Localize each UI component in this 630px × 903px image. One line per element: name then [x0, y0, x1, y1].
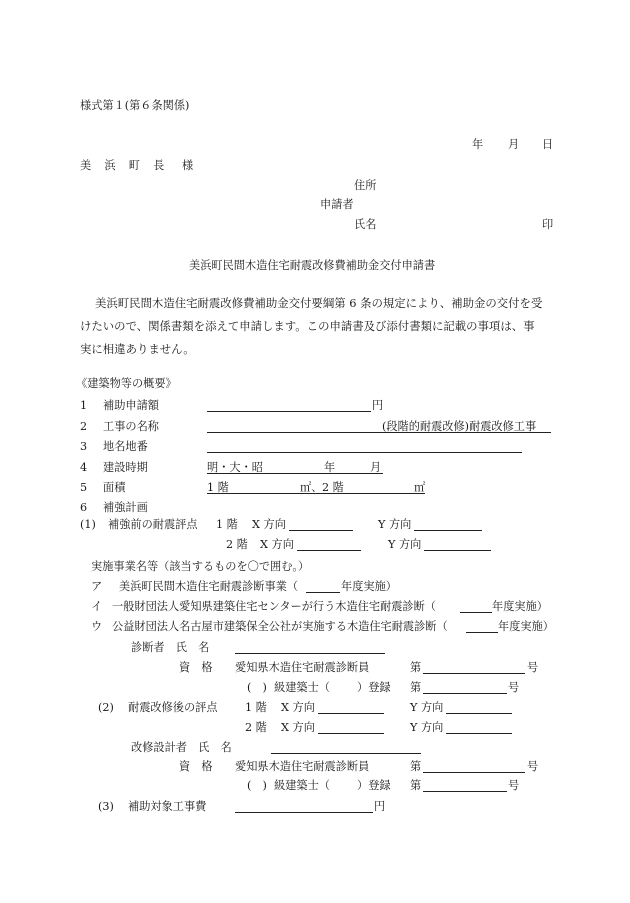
pre-floor-2-y-field[interactable] — [424, 550, 491, 551]
project-c-mark: ウ — [91, 620, 103, 633]
diagnostician-class-close: ）登録 — [357, 681, 391, 694]
diagnostician-name-label: 診断者 氏 名 — [131, 641, 210, 654]
year-label: 年 — [324, 461, 336, 474]
form-number: 様式第１(第６条関係) — [80, 99, 190, 112]
pre-floor-1-label: 1 階 — [216, 518, 238, 531]
item-4-number: 4 — [80, 461, 88, 474]
pre-floor-2-y-label: Y 方向 — [388, 538, 422, 551]
pre-floor-1-x-label: X 方向 — [252, 518, 286, 531]
floor-2-label: 2 階 — [322, 481, 344, 494]
project-a-close: 年度実施） — [341, 580, 397, 593]
post-floor-1-x-label: X 方向 — [281, 701, 315, 714]
post-floor-1-y-label: Y 方向 — [410, 701, 444, 714]
subsidy-work-cost-field[interactable] — [235, 812, 373, 813]
diagnostician-class-mid: 級建築士（ — [274, 681, 330, 694]
item-2-number: 2 — [80, 420, 88, 433]
post-floor-2-label: 2 階 — [245, 721, 267, 734]
body-line-3: 実に相違ありません。 — [80, 342, 195, 356]
pre-score-number: (1) — [80, 518, 96, 531]
name-label: 氏名 — [354, 218, 377, 231]
item-2-label: 工事の名称 — [103, 420, 159, 433]
body-line-2: けたいので、関係書類を添えて申請します。この申請書及び添付書類に記載の事項は、事 — [80, 319, 535, 333]
post-floor-2-y-field[interactable] — [446, 733, 512, 734]
designer-reg-no-1-field[interactable] — [423, 772, 525, 773]
cost-number: (3) — [98, 800, 114, 813]
item-2-suffix: (段階的耐震改修)耐震改修工事 — [382, 420, 537, 433]
project-c-year-field[interactable] — [466, 632, 498, 633]
post-floor-1-label: 1 階 — [245, 701, 267, 714]
lot-number-field[interactable] — [207, 452, 522, 453]
designer-qual-label: 資 格 — [179, 760, 213, 773]
address-label: 住所 — [354, 179, 377, 192]
pre-floor-2-label: 2 階 — [226, 538, 248, 551]
project-a-year-field[interactable] — [306, 592, 340, 593]
applicant-label: 申請者 — [320, 198, 354, 211]
post-floor-2-y-label: Y 方向 — [410, 721, 444, 734]
area-unit-1: ㎡、 — [300, 481, 323, 494]
designer-no-prefix-2: 第 — [410, 779, 422, 792]
diagnostician-no-suffix-1: 号 — [527, 661, 539, 674]
designer-no-suffix-1: 号 — [527, 760, 539, 773]
diagnostician-no-prefix-2: 第 — [410, 681, 422, 694]
designer-class-close: ）登録 — [357, 779, 391, 792]
post-floor-1-x-field[interactable] — [318, 713, 384, 714]
designer-class-open[interactable]: ( ) — [247, 779, 267, 792]
item-6-number: 6 — [80, 501, 88, 514]
item-5-number: 5 — [80, 481, 88, 494]
cost-label: 補助対象工事費 — [128, 800, 207, 813]
designer-name-field[interactable] — [271, 753, 421, 754]
document-title: 美浜町民間木造住宅耐震改修費補助金交付申請書 — [189, 259, 436, 272]
build-date-field[interactable] — [207, 473, 383, 474]
designer-reg-no-2-field[interactable] — [423, 791, 507, 792]
designer-name-label: 改修設計者 氏 名 — [131, 741, 232, 754]
post-score-label: 耐震改修後の評点 — [128, 701, 218, 714]
project-b-year-field[interactable] — [460, 612, 492, 613]
diagnostician-class-open[interactable]: ( ) — [247, 681, 267, 694]
date-year-label: 年 — [472, 138, 484, 151]
item-4-label: 建設時期 — [103, 461, 148, 474]
post-floor-2-x-field[interactable] — [318, 733, 384, 734]
diagnostician-qual-label: 資 格 — [179, 661, 213, 674]
cost-suffix: 円 — [374, 800, 386, 813]
diagnostician-reg-no-1-field[interactable] — [423, 673, 525, 674]
item-1-label: 補助申請額 — [103, 399, 159, 412]
seal-mark: 印 — [542, 218, 554, 231]
item-6-label: 補強計画 — [103, 501, 148, 514]
diagnostician-reg-no-2-field[interactable] — [423, 693, 507, 694]
pre-floor-1-x-field[interactable] — [289, 530, 353, 531]
date-day-label: 日 — [542, 138, 554, 151]
designer-no-suffix-2: 号 — [508, 779, 520, 792]
diagnostician-name-field[interactable] — [235, 653, 385, 654]
diagnostician-no-suffix-2: 号 — [508, 681, 520, 694]
diagnostician-qual-1: 愛知県木造住宅耐震診断員 — [235, 661, 370, 674]
item-1-suffix: 円 — [372, 399, 384, 412]
project-b-close: 年度実施） — [492, 600, 548, 613]
post-floor-1-y-field[interactable] — [446, 713, 512, 714]
designer-qual-1: 愛知県木造住宅耐震診断員 — [235, 760, 370, 773]
project-note: 実施事業名等（該当するものを〇で囲む。） — [91, 560, 310, 573]
project-b-text: 一般財団法人愛知県建築住宅センターが行う木造住宅耐震診断（ — [112, 600, 436, 613]
project-a-mark: ア — [91, 580, 103, 593]
overview-heading: 《建築物等の概要》 — [76, 377, 177, 390]
pre-floor-1-y-label: Y 方向 — [378, 518, 412, 531]
pre-floor-1-y-field[interactable] — [414, 530, 482, 531]
month-label: 月 — [370, 461, 382, 474]
addressee-honorific: 様 — [182, 159, 194, 172]
era-options: 明・大・昭 — [207, 461, 263, 474]
item-3-label: 地名地番 — [103, 440, 148, 453]
floor-1-label: 1 階 — [207, 481, 229, 494]
body-line-1: 美浜町民間木造住宅耐震改修費補助金交付要綱第 6 条の規定により、補助金の交付を受 — [95, 296, 543, 310]
date-month-label: 月 — [508, 138, 520, 151]
diagnostician-no-prefix-1: 第 — [410, 661, 422, 674]
project-c-text: 公益財団法人名古屋市建築保全公社が実施する木造住宅耐震診断（ — [112, 620, 448, 633]
addressee-name: 美 浜 町 長 — [80, 159, 166, 172]
item-1-number: 1 — [80, 399, 88, 412]
area-unit-2: ㎡ — [414, 481, 426, 494]
post-score-number: (2) — [98, 701, 114, 714]
post-floor-2-x-label: X 方向 — [281, 721, 315, 734]
subsidy-amount-field[interactable] — [207, 411, 371, 412]
pre-score-label: 補強前の耐震評点 — [108, 518, 198, 531]
item-3-number: 3 — [80, 440, 88, 453]
project-a-text: 美浜町民間木造住宅耐震診断事業（ — [119, 580, 299, 593]
project-c-close: 年度実施） — [498, 620, 554, 633]
item-5-label: 面積 — [103, 481, 126, 494]
pre-floor-2-x-field[interactable] — [297, 550, 361, 551]
pre-floor-2-x-label: X 方向 — [260, 538, 294, 551]
project-b-mark: イ — [91, 600, 103, 613]
designer-class-mid: 級建築士（ — [274, 779, 330, 792]
designer-no-prefix-1: 第 — [410, 760, 422, 773]
